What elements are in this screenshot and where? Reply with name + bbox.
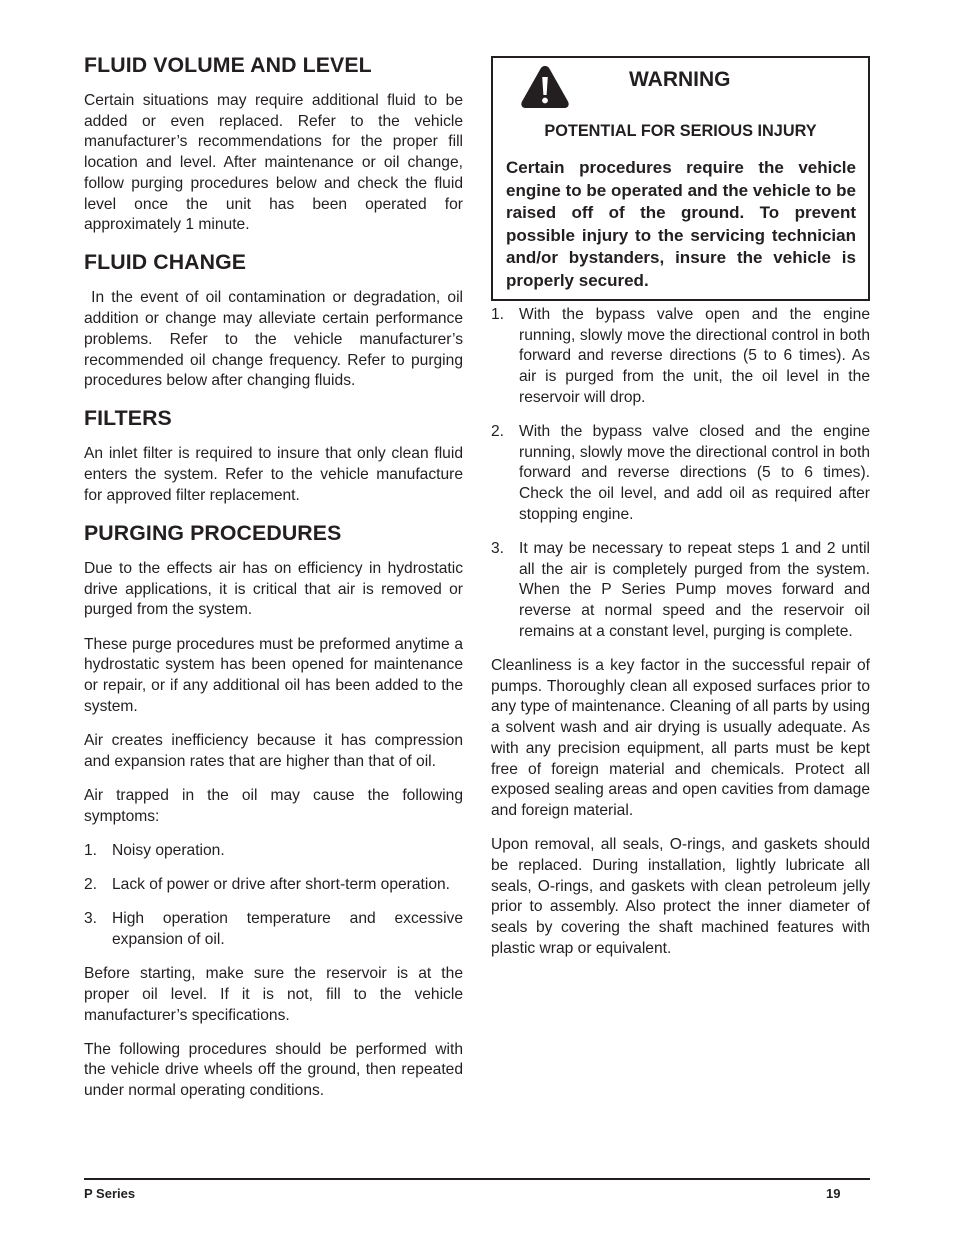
heading-fluid-volume: FLUID VOLUME AND LEVEL [84,53,372,77]
list-item [491,422,870,526]
list-item-number: 3. [491,540,505,558]
footer-divider [84,1178,870,1180]
heading-filters: FILTERS [84,406,172,431]
purging-paragraph-5: Before starting, make sure the reservoir is at the proper oil level. If it is not, fill to the vehicle manufacturer’s specifications. [84,965,463,1024]
heading-purging-procedures: PURGING PROCEDURES [84,521,342,546]
list-item-number: 1. [84,841,98,859]
list-item [84,841,463,862]
cleanliness-paragraph: Cleanliness is a key factor in the successful repair of pumps. Thoroughly clean all exposed surfaces prior to any type of maintenance. Cleaning of all parts by using a solvent wash and air drying is usually adequate. As with any precision equipment, all parts must be kept free of foreign material and chemicals. Protect all exposed sealing areas and open cavities from damage and foreign material. [491,657,870,819]
list-item [84,909,463,950]
fluid-change-paragraph: In the event of oil contamination or degradation, oil addition or change may alleviate certain performance problems. Refer to the vehicle manufacturer’s recommended oil change frequency. Refer to purging procedures below after changing fluids. [84,289,468,390]
purging-paragraph-6: The following procedures should be performed with the vehicle drive wheels off the ground, then repeated under normal operating conditions. [84,1040,463,1100]
purging-paragraph-1: Due to the effects air has on efficiency in hydrostatic drive applications, it is critical that air is removed or purged from the system. [84,560,463,619]
list-item [84,875,463,896]
filters-paragraph: An inlet filter is required to insure that only clean fluid enters the system. Refer to the vehicle manufacture for approved filter replacement. [84,445,463,504]
list-item-number: 3. [84,910,98,928]
left-column [84,52,468,1115]
list-item [491,305,870,409]
list-item-text: With the bypass valve open and the engine running, slowly move the directional control in both forward and reverse directions (5 to 6 times). As air is purged from the unit, the oil level in the reservoir will drop. [519,306,870,406]
warning-triangle-icon [520,64,570,110]
list-item-number: 2. [84,875,98,893]
list-item-text: Noisy operation. [112,841,225,859]
purging-paragraph-2: These purge procedures must be preformed anytime a hydrostatic system has been opened for maintenance or repair, or if any additional oil has been added to the system. [84,635,463,715]
warning-title: WARNING [629,68,731,91]
purge-steps-list [491,305,870,643]
list-item-text: High operation temperature and excessive expansion of oil. [112,910,463,948]
footer-series: P Series [84,1186,136,1201]
list-item-number: 2. [491,423,505,441]
warning-subtitle: POTENTIAL FOR SERIOUS INJURY [544,122,817,140]
purging-paragraph-4: Air trapped in the oil may cause the following symptoms: [84,786,463,825]
list-item-text: With the bypass valve closed and the engine running, slowly move the directional control in both forward and reverse directions (5 to 6 times). Check the oil level, and add oil as required after stopping engine. [519,423,870,523]
warning-text: Certain procedures require the vehicle engine to be operated and the vehicle to be raised off of the ground. To prevent possible injury to the servicing technician and/or bystanders, insure the vehicle is properly secured. [506,158,856,290]
list-item-text: Lack of power or drive after short-term operation. [112,875,451,893]
warning-box [491,56,870,301]
fluid-volume-paragraph: Certain situations may require additional fluid to be added or even replaced. Refer to the vehicle manufacturer’s recommendations for the proper fill location and level. After maintenance or oil change, follow purging procedures below and check the fluid level once the unit has been operated for approximately 1 minute. [84,92,463,234]
purging-paragraph-3: Air creates inefficiency because it has compression and expansion rates that are higher than that of oil. [84,731,463,770]
list-item [491,539,870,643]
heading-fluid-change: FLUID CHANGE [84,250,247,275]
page-number: 19 [826,1186,841,1201]
list-item-number: 1. [491,306,505,323]
list-item-text: It may be necessary to repeat steps 1 and 2 until all the air is completely purged from the system. When the P Series Pump moves forward and reverse at normal speed and the reservoir oil remains at a constant level, purging is complete. [519,540,870,640]
seals-paragraph: Upon removal, all seals, O-rings, and gaskets should be replaced. During installation, lightly lubricate all seals, O-rings, and gaskets with clean petroleum jelly prior to assembly. Also protect the inner diameter of seals by covering the shaft machined features with plastic wrap or equivalent. [491,836,870,957]
symptoms-list [84,841,463,951]
right-column [491,56,870,973]
